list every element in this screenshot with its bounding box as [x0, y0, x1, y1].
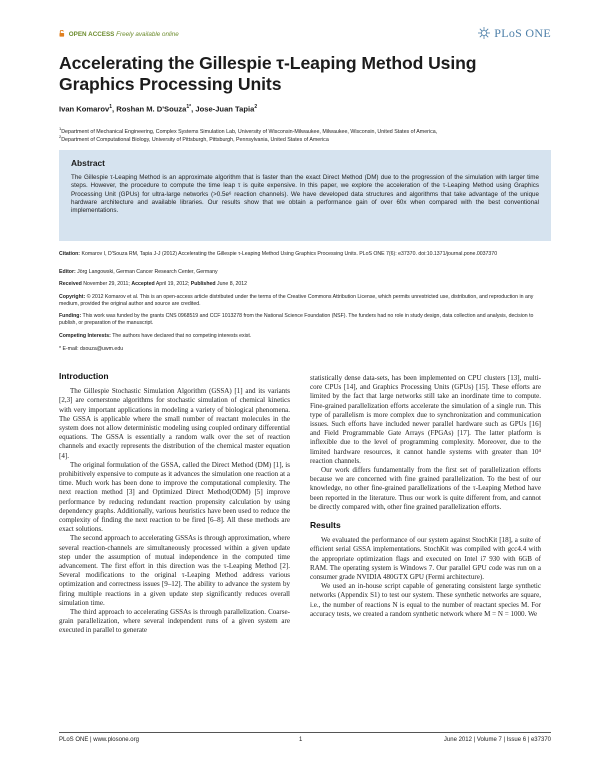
author-3-affil: 2 — [254, 104, 258, 110]
editor — [59, 269, 551, 276]
intro-paragraph-2: The original formulation of the GSSA, called the Direct Method (DM) [1], is prohibitively expensive to compute as it advances the simulation one reaction at a time. Much work has been done to improve the computational complexity. The next reaction method [3] and Optimized Direct Method(ODM) [5] improve performance by reducing redundant reaction propensity calculation by using dependency graphs. Additionally, various heuristics have been used to reduce the complexity of finding the next reaction to be fired [6–8]. All these methods are exact solutions. — [59, 460, 290, 534]
funding-text: This work was funded by the grants CNS 0968519 and CCF 1013278 from the National Science Foundation (NSF). The funders had no role in study design, data collection and analysis, decision to publish, or preparation of the manuscript. — [59, 313, 534, 326]
dates — [59, 281, 551, 288]
intro-paragraph-4-cont: statistically dense data-sets, has been implemented on CPU clusters [13], multi-core CPUs [14], and Graphics Processing Units (GPUs) [15]. These efforts are limited by the fact that large networks still take an inordinate time to compute. Fine-grained parallelization efforts accelerate the simulation of a single run. This type of parallelism is more complex due to synchronization and communication issues. Such efforts have included newer parallel hardware such as GPUs [16] and Field Programmable Gate Arrays (FPGAs) [17]. The latter platform is inflexible due to the level of programming complexity. Moreover, due to the limited hardware resources, it cannot handle systems with greater than 10⁴ reaction channels. — [310, 374, 541, 465]
footer-journal: PLoS ONE — [59, 737, 89, 743]
footer-left: PLoS ONE | www.plosone.org — [59, 737, 139, 743]
right-column — [310, 374, 541, 619]
copyright — [59, 294, 551, 308]
accepted-label: Accepted — [131, 281, 155, 287]
affiliation-1-text: Department of Mechanical Engineering, Complex Systems Simulation Lab, University of Wisconsin-Milwaukee, Milwaukee, Wisconsin, United States of America, — [61, 128, 438, 135]
copyright-text: © 2012 Komarov et al. This is an open-access article distributed under the terms of the Creative Commons Attribution License, which permits unrestricted use, distribution, and reproduction in any medium, provided the original author and source are credited. — [59, 294, 534, 307]
left-column — [59, 372, 290, 636]
affiliation-2-text: Department of Computational Biology, University of Pittsburgh, Pittsburgh, Pennsylvania, United States of America — [61, 136, 329, 143]
affiliation-1-num: 1 — [59, 126, 62, 131]
editor-text: Jörg Langowski, German Cancer Research Center, Germany — [77, 269, 218, 275]
footer-rule — [59, 732, 551, 733]
author-3[interactable]: Jose-Juan Tapia — [195, 104, 255, 114]
results-paragraph-1: We evaluated the performance of our system against StochKit [18], a suite of efficient serial GSSA implementations. StochKit was compiled with gcc4.4 with the appropriate optimization flags and executed on Intel i7 930 with 6GB of RAM. The operating system is Windows 7. Our parallel GPU code was run on a consumer grade NVIDIA 480GTX GPU (Fermi architecture). — [310, 536, 541, 582]
article-title: Accelerating the Gillespie τ-Leaping Method Using Graphics Processing Units — [59, 53, 477, 94]
footer-url[interactable]: www.plosone.org — [93, 737, 139, 743]
open-word: OPEN — [68, 31, 87, 38]
competing-text: The authors have declared that no competing interests exist. — [112, 333, 252, 339]
freely-available-label: Freely available online — [116, 31, 179, 38]
published-date: June 8, 2012 — [217, 281, 247, 287]
copyright-label: Copyright: — [59, 294, 86, 300]
intro-paragraph-1: The Gillespie Stochastic Simulation Algorithm (GSSA) [1] and its variants [2,3] are cornerstone algorithms for stochastic simulation of chemical kinetics with very important applications in modeling a variety of biological phenomena. The GSSA is applicable where the small number of reactant molecules in the system does not allow deterministic modeling using coupled ordinary differential equations. The GSSA is essentially a random walk over the set of reaction channels and exactly represents the distribution of the chemical master equation [4]. — [59, 387, 290, 460]
received-date: November 29, 2011; — [83, 281, 130, 287]
results-heading: Results — [310, 520, 341, 531]
intro-paragraph-5: Our work differs fundamentally from the first set of parallelization efforts because we are concerned with fine grained parallelization. To the best of our knowledge, no other fine-grained parallelizations of the τ-Leaping Method have been reported in the literature. Thus our work is quite different from, and cannot be directly compared with, other fine grained parallelization efforts. — [310, 466, 541, 511]
competing-interests — [59, 333, 551, 340]
affiliation-2 — [59, 133, 329, 144]
introduction-heading: Introduction — [59, 371, 109, 381]
sunburst-icon — [477, 26, 491, 40]
author-2-affil: 1* — [186, 104, 192, 110]
editor-label: Editor: — [59, 269, 76, 275]
journal-logo[interactable] — [477, 24, 551, 42]
header-bar — [59, 24, 551, 44]
intro-paragraph-4: The third approach to accelerating GSSAs is through parallelization. Coarse-grain parallelization, where several independent runs of a given system are executed in parallel to generate — [59, 608, 290, 635]
author-1[interactable]: Ivan Komarov — [59, 104, 110, 114]
received-label: Received — [59, 281, 82, 287]
citation-text: Komarov I, D'Souza RM, Tapia J-J (2012) Accelerating the Gillespie τ-Leaping Method Using Graphics Processing Units. PLoS ONE 7(6): e37370. doi:10.1371/journal.pone.0037370 — [81, 251, 498, 257]
author-1-affil: 1 — [109, 104, 113, 110]
open-access-label — [59, 30, 179, 38]
author-list: Ivan Komarov$^1$, Roshan M. D'Souza$^{1*}$, Jose-Juan Tapia$^2$ — [59, 104, 258, 114]
issue-info: June 2012 | Volume 7 | Issue 6 | e37370 — [443, 737, 551, 743]
corresponding-email[interactable]: * E-mail: dsouza@uwm.edu — [59, 346, 124, 352]
open-lock-icon — [59, 30, 65, 37]
abstract-text: The Gillespie τ-Leaping Method is an approximate algorithm that is faster than the exact Direct Method (DM) due to the progression of the simulation with larger time steps. However, the procedure to compute the time leap τ is quite expensive. In this paper, we explore the acceleration of the τ-Leaping Method using Graphics Processing Unit (GPUs) for ultra-large networks (>0.5e⁶ reaction channels). We have developed data structures and algorithms that take advantage of the unique hardware architecture and available libraries. Our results show that we obtain a performance gain of over 60x when compared with the best conventional implementations. — [71, 174, 539, 215]
citation — [59, 251, 551, 258]
journal-logo-text: PLoS ONE — [494, 25, 551, 40]
accepted-date: April 19, 2012; — [155, 281, 190, 287]
access-word: ACCESS — [88, 31, 115, 38]
affiliation-2-num: 2 — [59, 134, 62, 139]
published-label: Published — [190, 281, 216, 287]
results-paragraph-2: We used an in-house script capable of generating consistent large synthetic networks (Appendix S1) to test our system. These synthetic networks are square, i.e., the number of reactions N is equal to the number of reactant species M. For accuracy tests, we created a random synthetic network where M = N = 1000. We — [310, 582, 541, 618]
funding-label: Funding: — [59, 313, 82, 319]
citation-label: Citation: — [59, 251, 81, 257]
abstract-heading: Abstract — [71, 158, 105, 168]
page-number: 1 — [299, 737, 303, 743]
competing-label: Competing Interests: — [59, 333, 111, 339]
funding — [59, 313, 551, 327]
page-footer — [59, 737, 551, 749]
intro-paragraph-3: The second approach to accelerating GSSAs is through approximation, where several reaction-channels are simultaneously processed within a given update step under the assumption of mutual independence in the computed time advancement. The first effort in this direction was the τ-Leaping Method [2]. Several modifications to the original τ-Leaping Method address various optimization and correctness issues [9–12]. The ability to advance the system by firing multiple reactions in a given update step significantly reduces overall simulation time. — [59, 534, 290, 607]
author-2[interactable]: Roshan M. D'Souza — [116, 104, 187, 114]
abstract-box — [59, 150, 551, 241]
